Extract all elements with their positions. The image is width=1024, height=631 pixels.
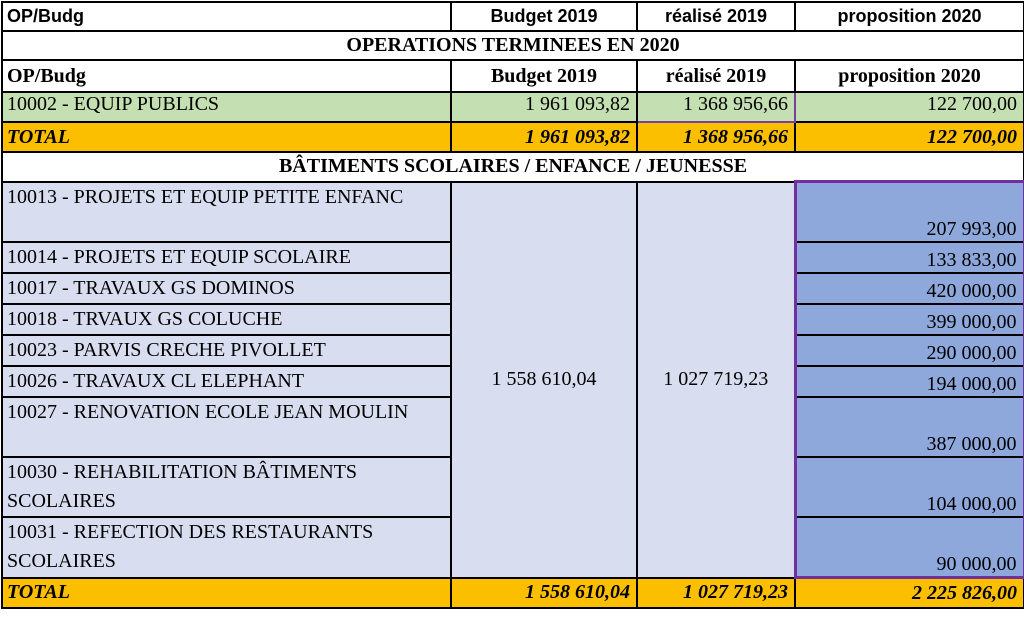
row-proposition[interactable]: 399 000,00: [795, 304, 1024, 335]
total-realise[interactable]: 1 368 956,66: [637, 122, 795, 152]
row-proposition[interactable]: 194 000,00: [795, 366, 1024, 397]
column-header-row: [2, 2, 1024, 31]
total-budget[interactable]: 1 961 093,82: [451, 122, 637, 152]
subheader-proposition-2020[interactable]: proposition 2020: [795, 60, 1024, 92]
budget-table: [1, 1, 1024, 609]
row-label[interactable]: 10027 - RENOVATION ECOLE JEAN MOULIN: [2, 397, 451, 457]
total-label[interactable]: TOTAL: [2, 122, 451, 152]
subheader-budget-2019[interactable]: Budget 2019: [451, 60, 637, 92]
row-label[interactable]: 10017 - TRAVAUX GS DOMINOS: [2, 273, 451, 304]
table-row: [2, 182, 1024, 243]
section-title-row: [2, 31, 1024, 60]
total-row: [2, 122, 1024, 152]
row-label[interactable]: 10018 - TRVAUX GS COLUCHE: [2, 304, 451, 335]
row-proposition[interactable]: 122 700,00: [795, 92, 1024, 122]
row-label[interactable]: 10023 - PARVIS CRECHE PIVOLLET: [2, 335, 451, 366]
total-row: [2, 578, 1024, 609]
section-title-operations-terminees[interactable]: OPERATIONS TERMINEES EN 2020: [2, 31, 1024, 60]
row-label[interactable]: 10031 - REFECTION DES RESTAURANTS SCOLAIRES: [2, 517, 451, 578]
row-proposition[interactable]: 387 000,00: [795, 397, 1024, 457]
total-proposition[interactable]: 2 225 826,00: [795, 578, 1024, 609]
total-proposition[interactable]: 122 700,00: [795, 122, 1024, 152]
row-proposition[interactable]: 290 000,00: [795, 335, 1024, 366]
merged-budget-2019[interactable]: 1 558 610,04: [451, 182, 637, 578]
row-budget[interactable]: 1 961 093,82: [451, 92, 637, 122]
row-realise[interactable]: 1 368 956,66: [637, 92, 795, 122]
row-proposition[interactable]: 90 000,00: [795, 517, 1024, 578]
header-budget-2019[interactable]: Budget 2019: [451, 2, 637, 31]
row-label[interactable]: 10026 - TRAVAUX CL ELEPHANT: [2, 366, 451, 397]
header-proposition-2020[interactable]: proposition 2020: [795, 2, 1024, 31]
total-budget[interactable]: 1 558 610,04: [451, 578, 637, 609]
row-label[interactable]: 10014 - PROJETS ET EQUIP SCOLAIRE: [2, 242, 451, 273]
row-proposition[interactable]: 420 000,00: [795, 273, 1024, 304]
row-proposition[interactable]: 133 833,00: [795, 242, 1024, 273]
total-realise[interactable]: 1 027 719,23: [637, 578, 795, 609]
subheader-row: [2, 60, 1024, 92]
section-title-batiments-scolaires[interactable]: BÂTIMENTS SCOLAIRES / ENFANCE / JEUNESSE: [2, 152, 1024, 182]
total-label[interactable]: TOTAL: [2, 578, 451, 609]
header-op-budg[interactable]: OP/Budg: [2, 2, 451, 31]
header-realise-2019[interactable]: réalisé 2019: [637, 2, 795, 31]
subheader-realise-2019[interactable]: réalisé 2019: [637, 60, 795, 92]
row-label[interactable]: 10013 - PROJETS ET EQUIP PETITE ENFANC: [2, 182, 451, 243]
row-label[interactable]: 10002 - EQUIP PUBLICS: [2, 92, 451, 122]
subheader-op-budg[interactable]: OP/Budg: [2, 60, 451, 92]
row-proposition[interactable]: 207 993,00: [795, 182, 1024, 243]
section-title-row: [2, 152, 1024, 182]
row-label[interactable]: 10030 - REHABILITATION BÂTIMENTS SCOLAIRES: [2, 457, 451, 517]
merged-realise-2019[interactable]: 1 027 719,23: [637, 182, 795, 578]
table-row: [2, 92, 1024, 122]
row-proposition[interactable]: 104 000,00: [795, 457, 1024, 517]
